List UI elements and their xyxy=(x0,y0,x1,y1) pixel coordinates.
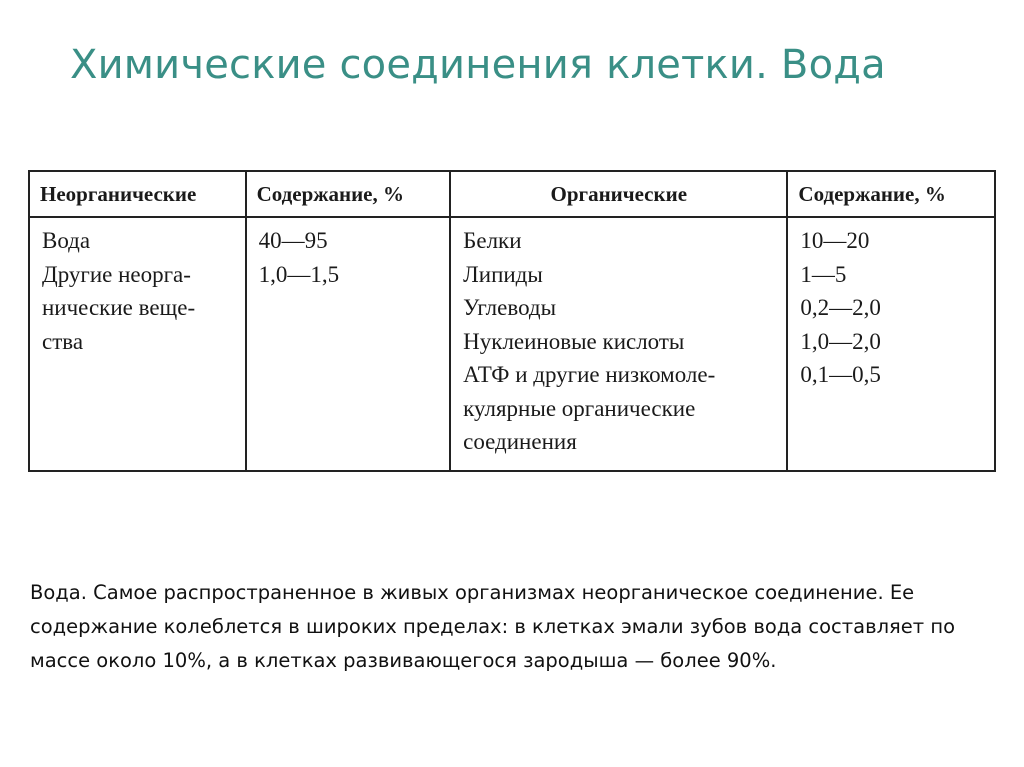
organic-value: 1,0—2,0 xyxy=(800,328,881,354)
water-description: Вода. Самое распространенное в живых организмах неорганическое соединение. Ее содержание колеблется в широких пределах: в клетках эмали зубов вода составляет по массе около 10%, а в клетках развивающегося зародыша — более 90%. xyxy=(30,581,956,672)
inorganic-value: 1,0—1,5 xyxy=(258,261,340,287)
organic-value: 1—5 xyxy=(800,261,847,287)
table-header-row xyxy=(29,171,995,217)
organic-name: Нуклеиновые кислоты xyxy=(463,328,685,354)
organic-values-cell xyxy=(787,217,995,471)
inorganic-value: 40—95 xyxy=(258,228,328,253)
inorganic-values-cell xyxy=(246,217,451,471)
organic-name: соединения xyxy=(463,429,577,454)
organic-name: кулярные органические xyxy=(463,395,696,421)
organic-value: 0,1—0,5 xyxy=(800,362,881,387)
header-organic: Органические xyxy=(450,171,787,217)
inorganic-name: Вода xyxy=(42,228,91,253)
inorganic-name: Другие неорга- xyxy=(42,261,191,287)
slide-title: Химические соединения клетки. Вода xyxy=(70,42,886,88)
organic-name: Липиды xyxy=(463,261,543,287)
organic-value: 10—20 xyxy=(800,228,870,253)
organic-names-cell xyxy=(450,217,787,471)
header-inorganic: Неорганические xyxy=(29,171,246,217)
inorganic-names-cell xyxy=(29,217,246,471)
header-content-inorganic: Содержание, % xyxy=(246,171,451,217)
organic-name: Белки xyxy=(463,228,522,253)
header-content-organic: Содержание, % xyxy=(787,171,995,217)
inorganic-name: ства xyxy=(42,328,84,354)
inorganic-name: нические веще- xyxy=(42,295,196,320)
organic-name: Углеводы xyxy=(463,295,557,320)
composition-table xyxy=(28,170,996,472)
table-row xyxy=(29,217,995,471)
organic-value: 0,2—2,0 xyxy=(800,295,881,320)
organic-name: АТФ и другие низкомоле- xyxy=(463,362,716,387)
